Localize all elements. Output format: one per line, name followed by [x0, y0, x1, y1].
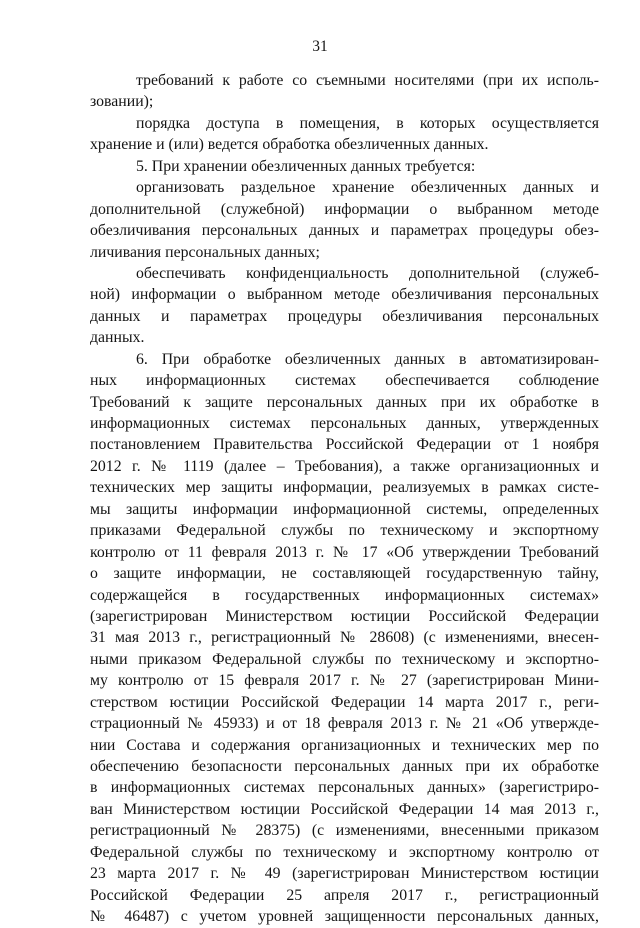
- text-line: 23 марта 2017 г. № 49 (зарегистрирован Министерством юстиции: [90, 865, 599, 883]
- text-line: технических мер защиты информации, реализуемых в рамках систе-: [90, 479, 599, 497]
- text-line: нии Состава и содержания организационных и технических мер по: [90, 736, 599, 754]
- text-line: порядка доступа в помещения, в которых осуществляется: [136, 114, 599, 132]
- text-line: ными приказом Федеральной службы по техническому и экспортно-: [90, 650, 599, 668]
- text-line: Российской Федерации 25 апреля 2017 г., регистрационный: [90, 886, 599, 904]
- text-line: му контролю от 15 февраля 2017 г. № 27 (зарегистрирован Мини-: [90, 672, 599, 690]
- text-line: № 46487) с учетом уровней защищенности персональных данных,: [90, 908, 599, 926]
- text-line: контролю от 11 февраля 2013 г. № 17 «Об утверждении Требований: [90, 543, 599, 561]
- text-line: Требований к защите персональных данных при их обработке в: [90, 393, 599, 411]
- text-line: приказами Федеральной службы по техническому и экспортному: [90, 522, 599, 540]
- text-line: 2012 г. № 1119 (далее – Требования), а также организационных и: [90, 457, 599, 475]
- text-line: ван Министерством юстиции Российской Федерации 14 мая 2013 г.,: [90, 800, 599, 818]
- text-line: содержащейся в государственных информационных системах»: [90, 586, 599, 604]
- text-line: постановлением Правительства Российской Федерации от 1 ноября: [90, 436, 599, 454]
- text-line: (зарегистрирован Министерством юстиции Российской Федерации: [90, 607, 599, 625]
- text-line: информационных системах персональных данных, утвержденных: [90, 415, 599, 432]
- text-line: страционный № 45933) и от 18 февраля 2013 г. № 21 «Об утвержде-: [90, 715, 599, 733]
- text-line: дополнительной (служебной) информации о выбранном методе: [90, 200, 599, 218]
- text-line: 6. При обработке обезличенных данных в автоматизирован-: [136, 350, 599, 368]
- text-line: ных информационных системах обеспечивается соблюдение: [90, 372, 599, 390]
- text-line: требований к работе со съемными носителями (при их исполь-: [136, 72, 599, 89]
- page-number: 31: [312, 38, 328, 55]
- document-body: [90, 70, 599, 928]
- text-line: обеспечивать конфиденциальность дополнительной (служеб-: [136, 264, 599, 282]
- text-line: организовать раздельное хранение обезличенных данных и: [136, 179, 599, 197]
- text-line: обезличивания персональных данных и параметрах процедуры обез-: [90, 222, 599, 240]
- text-line: 31 мая 2013 г., регистрационный № 28608) (с изменениями, внесен-: [90, 629, 599, 647]
- text-line: личивания персональных данных;: [90, 243, 320, 261]
- text-line: регистрационный № 28375) (с изменениями, внесенными приказом: [90, 822, 599, 840]
- text-line: данных и параметрах процедуры обезличивания персональных: [90, 307, 599, 325]
- text-line: о защите информации, не составляющей государственную тайну,: [90, 565, 599, 583]
- text-line: 5. При хранении обезличенных данных требуется:: [136, 157, 476, 175]
- text-line: данных.: [90, 329, 145, 347]
- text-line: обеспечению безопасности персональных данных при их обработке: [90, 758, 599, 775]
- text-line: стерством юстиции Российской Федерации 14 марта 2017 г., реги-: [90, 693, 599, 711]
- text-line: хранение и (или) ведется обработка обезличенных данных.: [90, 136, 489, 154]
- text-line: ной) информации о выбранном методе обезличивания персональных: [90, 286, 599, 304]
- text-line: Федеральной службы по техническому и экспортному контролю от: [90, 843, 599, 861]
- text-line: в информационных системах персональных данных» (зарегистриро-: [90, 779, 599, 797]
- text-line: мы защиты информации информационной системы, определенных: [90, 500, 599, 518]
- text-line: зовании);: [90, 93, 154, 111]
